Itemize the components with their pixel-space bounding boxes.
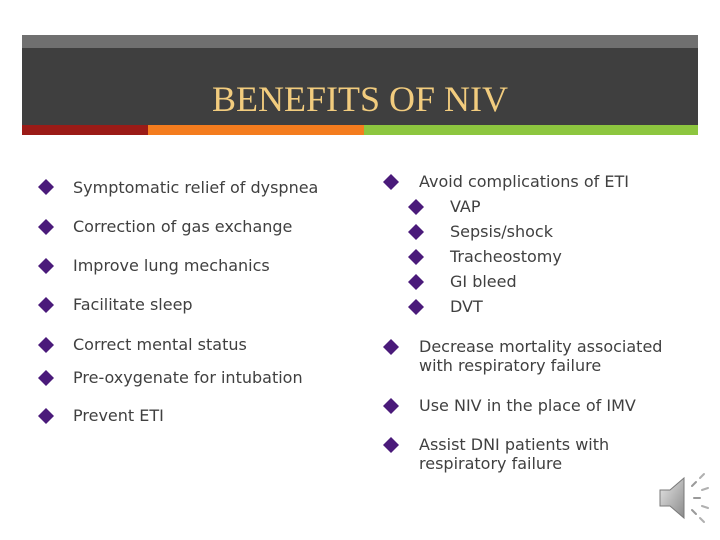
accent-bar-red [22,125,148,135]
left-item-5: Correct mental status [73,335,247,354]
sub-item-4: GI bleed [450,272,517,291]
diamond-bullet-icon [38,337,54,353]
sub-item-5: DVT [450,297,483,316]
left-item-2: Correction of gas exchange [73,217,293,236]
left-item-4: Facilitate sleep [73,295,193,314]
diamond-bullet-icon [383,437,399,453]
diamond-bullet-icon [383,174,399,190]
right-item-4-line-1: Assist DNI patients with [419,435,610,454]
diamond-bullet-icon [408,249,424,265]
left-item-6: Pre-oxygenate for intubation [73,368,303,387]
diamond-bullet-icon [408,299,424,315]
slide-header [22,35,698,125]
left-item-7: Prevent ETI [73,406,164,425]
diamond-bullet-icon [38,408,54,424]
diamond-bullet-icon [408,199,424,215]
right-item-4-line-2: respiratory failure [419,454,563,473]
right-item-2-line-2: with respiratory failure [419,356,602,375]
diamond-bullet-icon [383,339,399,355]
left-item-3: Improve lung mechanics [73,256,270,275]
sub-item-1: VAP [450,197,481,216]
diamond-bullet-icon [38,370,54,386]
diamond-bullet-icon [38,258,54,274]
right-item-3: Use NIV in the place of IMV [419,396,636,415]
diamond-bullet-icon [38,297,54,313]
slide-title: BENEFITS OF NIV [211,79,508,119]
diamond-bullet-icon [383,398,399,414]
header-top-strip [22,35,698,48]
sub-item-2: Sepsis/shock [450,222,553,241]
speaker-icon[interactable] [656,468,712,528]
diamond-bullet-icon [38,219,54,235]
accent-bar-green [364,125,698,135]
diamond-bullet-icon [408,274,424,290]
left-item-1: Symptomatic relief of dyspnea [73,178,319,197]
diamond-bullet-icon [408,224,424,240]
right-item-1: Avoid complications of ETI [419,172,629,191]
right-item-2-line-1: Decrease mortality associated [419,337,663,356]
accent-bar-orange [148,125,364,135]
sub-item-3: Tracheostomy [450,247,562,266]
diamond-bullet-icon [38,179,54,195]
